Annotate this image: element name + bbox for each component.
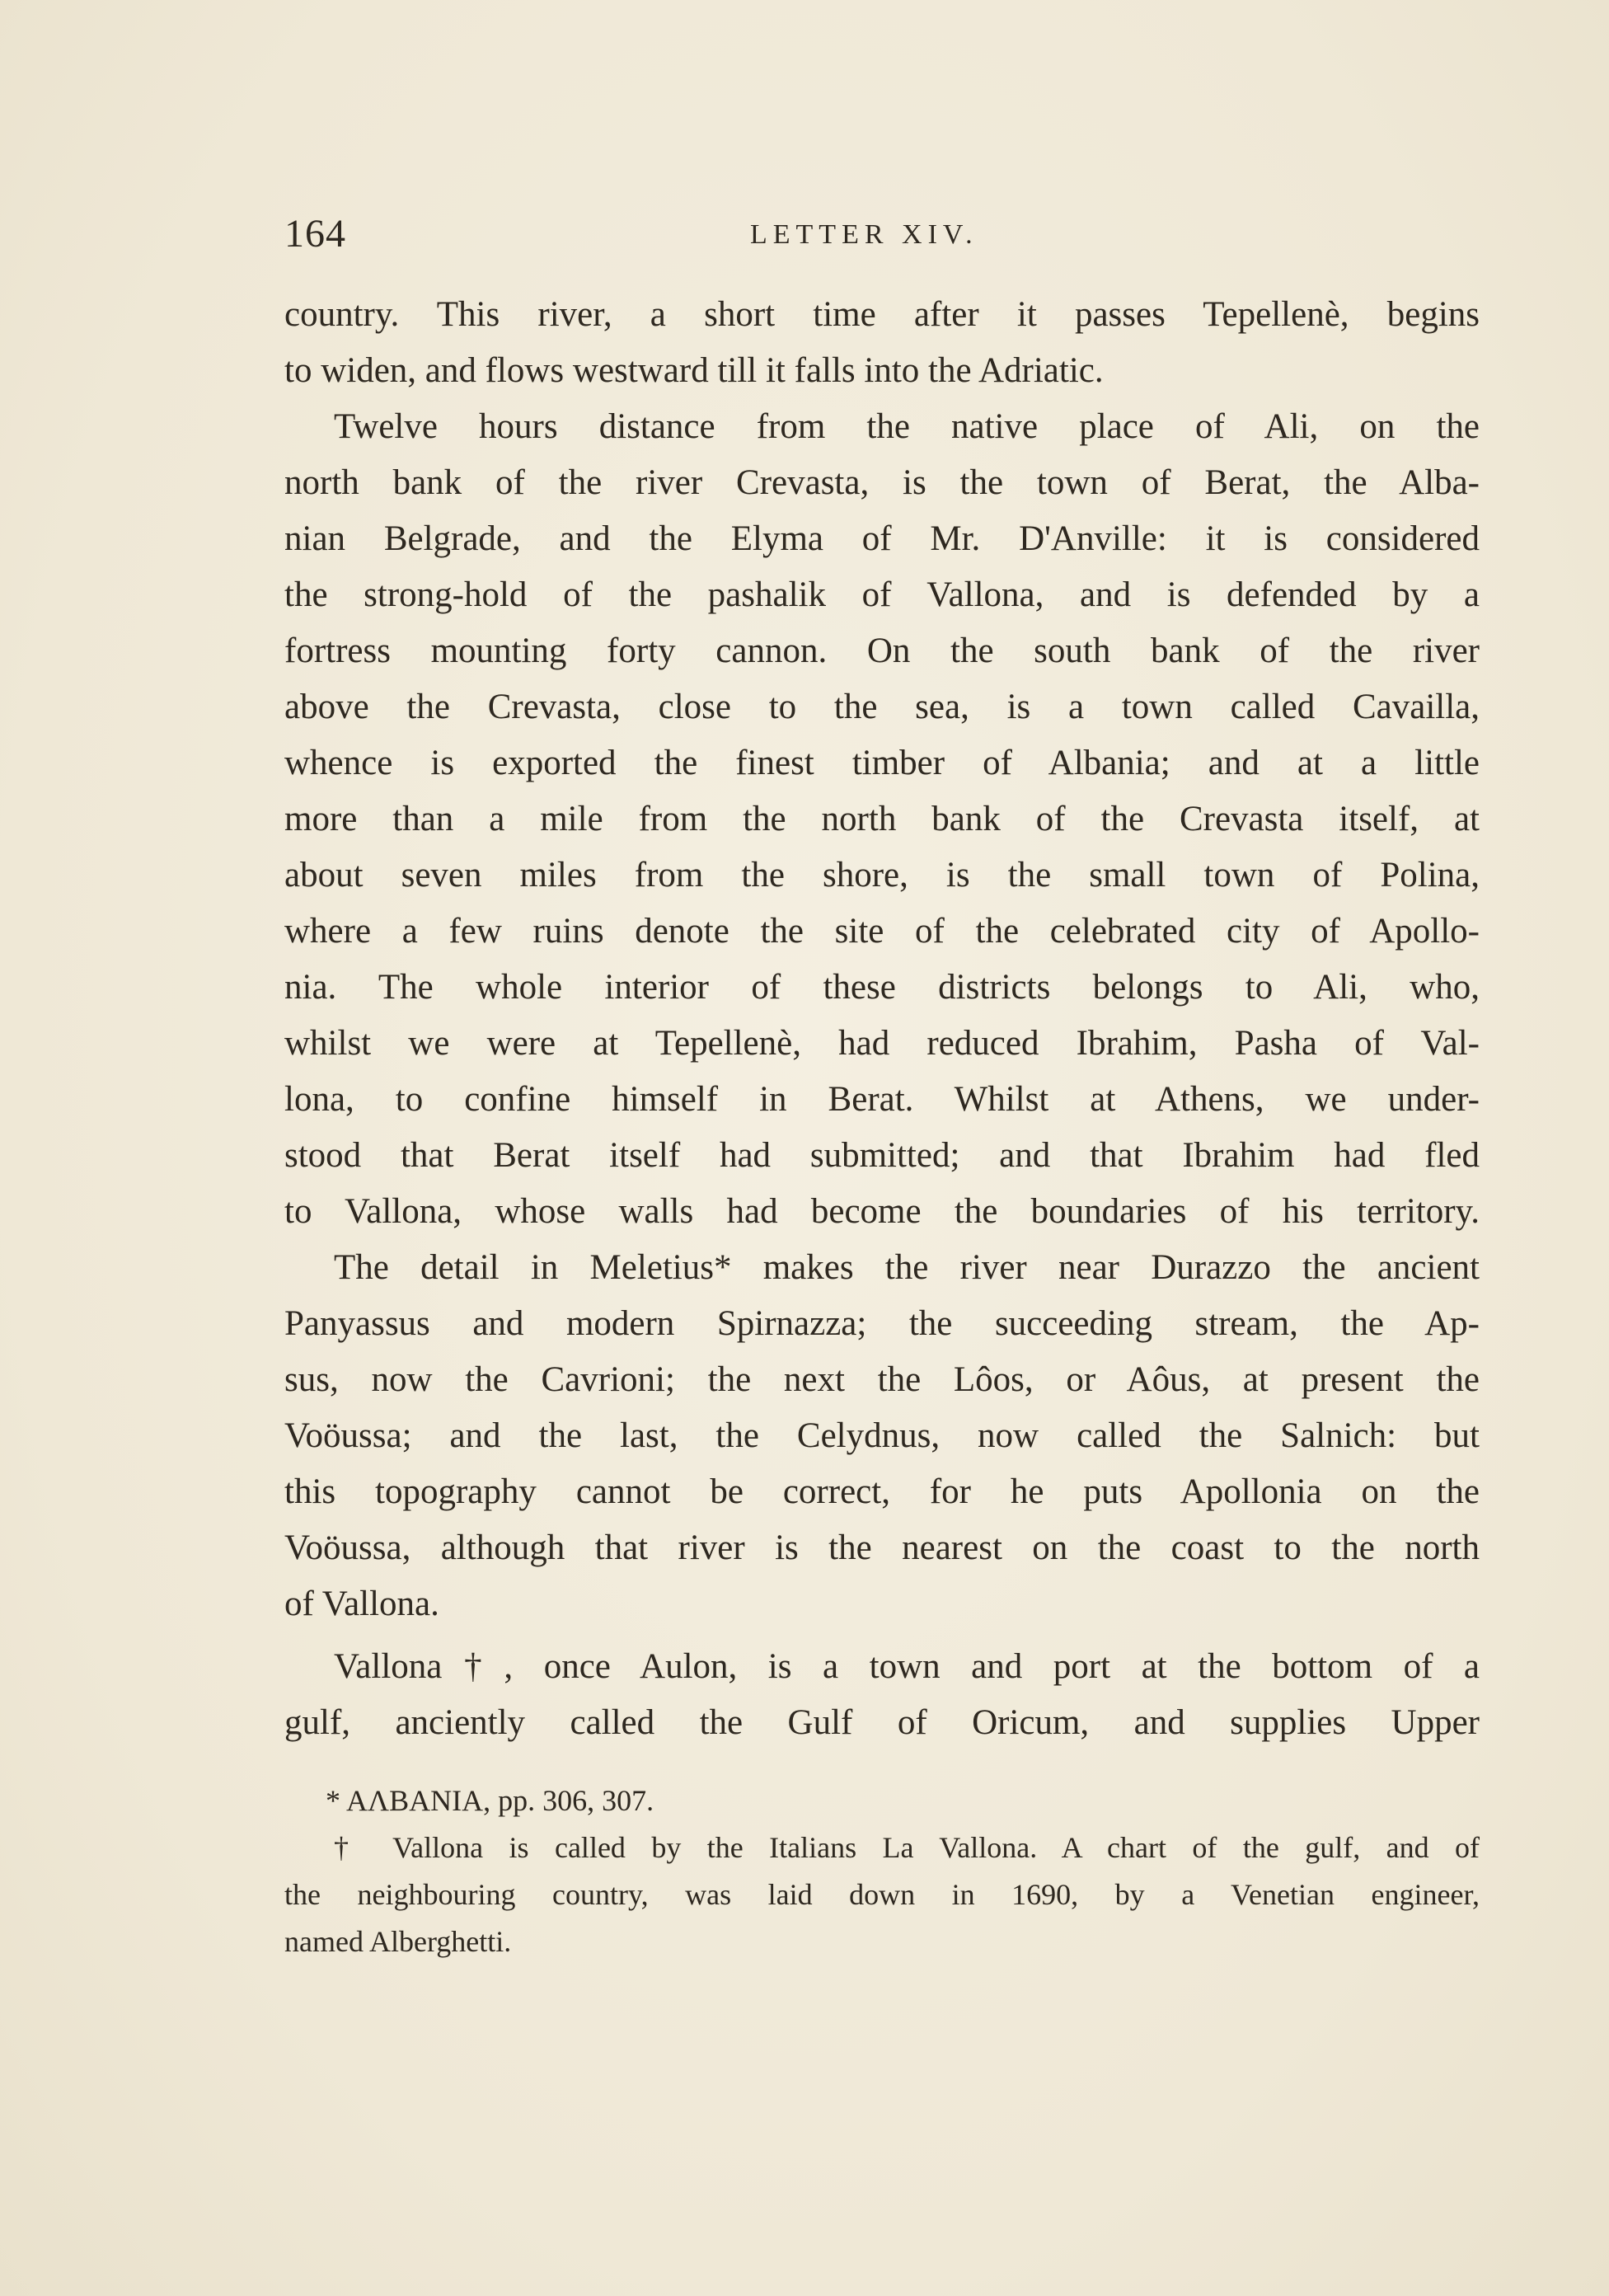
text-line: gulf, anciently called the Gulf of Oricum, and supplies Upper (284, 1703, 1480, 1742)
text-line: lona, to confine himself in Berat. Whilst at Athens, we under- (284, 1080, 1480, 1119)
text-line: Twelve hours distance from the native place of Ali, on the (334, 407, 1480, 446)
text-line: whence is exported the finest timber of Albania; and at a little (284, 744, 1480, 782)
text-line: to widen, and flows westward till it falls into the Adriatic. (284, 351, 1104, 390)
text-line: to Vallona, whose walls had become the boundaries of his territory. (284, 1192, 1480, 1231)
page-number: 164 (284, 212, 346, 256)
text-line: above the Crevasta, close to the sea, is a town called Cavailla, (284, 688, 1480, 726)
text-line: more than a mile from the north bank of the Crevasta itself, at (284, 800, 1480, 838)
footnote: the neighbouring country, was laid down in 1690, by a Venetian engineer, (284, 1878, 1480, 1911)
page-header (284, 211, 1480, 261)
text-line: north bank of the river Crevasta, is the town of Berat, the Alba- (284, 463, 1480, 502)
body-text (284, 287, 1480, 1751)
text-line: fortress mounting forty cannon. On the south bank of the river (284, 632, 1480, 670)
text-line: country. This river, a short time after it passes Tepellenè, begins (284, 295, 1480, 334)
text-line: sus, now the Cavrioni; the next the Lôos, or Aôus, at present the (284, 1360, 1480, 1399)
text-line: of Vallona. (284, 1585, 439, 1623)
text-line: Voöussa; and the last, the Celydnus, now called the Salnich: but (284, 1416, 1480, 1455)
footnotes (284, 1777, 1480, 1965)
running-head: LETTER XIV. (750, 219, 978, 250)
text-line: this topography cannot be correct, for he puts Apollonia on the (284, 1472, 1480, 1511)
text-line: nia. The whole interior of these districts belongs to Ali, who, (284, 968, 1480, 1007)
text-line: Voöussa, although that river is the nearest on the coast to the north (284, 1528, 1480, 1567)
text-line: The detail in Meletius* makes the river near Durazzo the ancient (334, 1248, 1480, 1287)
text-line: about seven miles from the shore, is the small town of Polina, (284, 856, 1480, 894)
text-line: where a few ruins denote the site of the celebrated city of Apollo- (284, 912, 1480, 951)
text-line: stood that Berat itself had submitted; and that Ibrahim had fled (284, 1136, 1480, 1175)
text-line: whilst we were at Tepellenè, had reduced Ibrahim, Pasha of Val- (284, 1024, 1480, 1063)
footnote: † Vallona is called by the Italians La Vallona. A chart of the gulf, and of (334, 1831, 1480, 1864)
footnote: * ΑΛΒΑΝΙΑ, pp. 306, 307. (326, 1784, 654, 1817)
text-line: Vallona†, once Aulon, is a town and port at the bottom of a (334, 1647, 1480, 1686)
text-line: nian Belgrade, and the Elyma of Mr. D'Anville: it is considered (284, 519, 1480, 558)
text-line: the strong-hold of the pashalik of Vallona, and is defended by a (284, 575, 1480, 614)
footnote: named Alberghetti. (284, 1925, 512, 1958)
text-line: Panyassus and modern Spirnazza; the succeeding stream, the Ap- (284, 1304, 1480, 1343)
